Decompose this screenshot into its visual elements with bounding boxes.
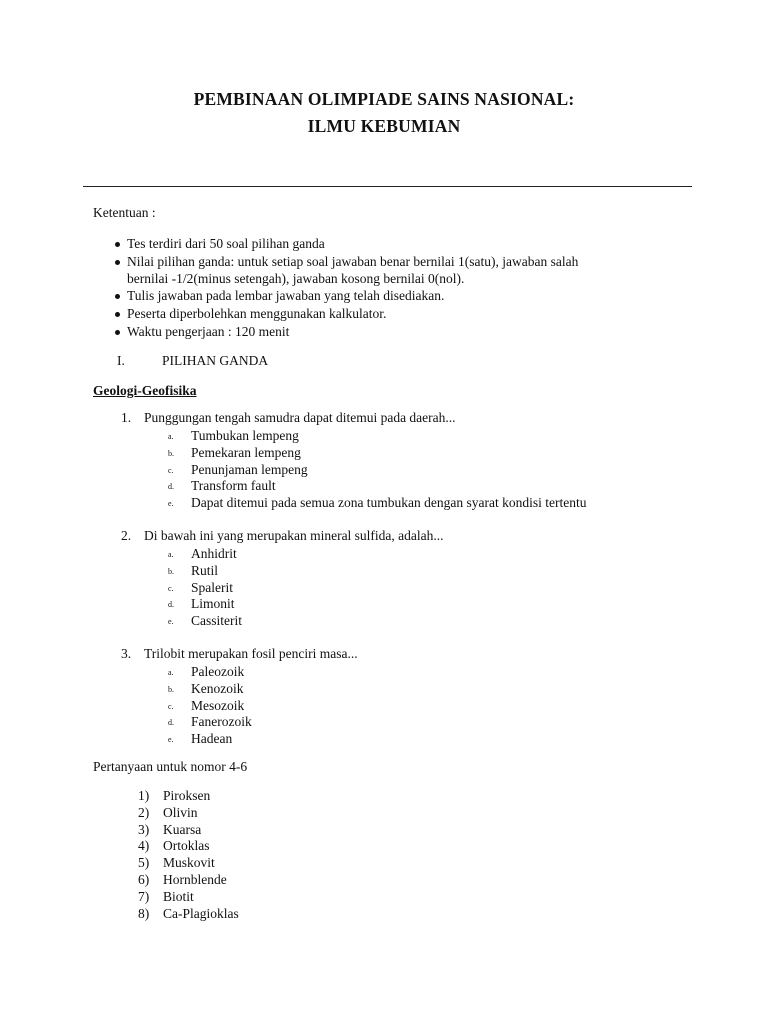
question-text: Punggungan tengah samudra dapat ditemui pada daerah... — [144, 410, 456, 425]
option-letter: a. — [168, 668, 174, 677]
rule-text: Tulis jawaban pada lembar jawaban yang telah disediakan. — [127, 288, 445, 303]
option-text: Limonit — [191, 596, 235, 612]
bullet-icon — [115, 330, 120, 335]
document-title: PEMBINAAN OLIMPIADE SAINS NASIONAL: — [193, 89, 575, 109]
bullet-icon — [115, 312, 120, 317]
option-text: Fanerozoik — [191, 714, 252, 730]
option-letter: e. — [168, 617, 174, 627]
option-letter: d. — [168, 482, 174, 492]
bullet-icon — [115, 294, 120, 299]
mineral-number: 8) — [138, 905, 150, 921]
option-text: Paleozoik — [191, 664, 245, 679]
document-subtitle: ILMU KEBUMIAN — [307, 116, 461, 136]
mineral-name: Olivin — [163, 804, 198, 820]
option-text: Cassiterit — [191, 613, 242, 629]
rule-text: bernilai -1/2(minus setengah), jawaban kosong bernilai 0(nol). — [127, 271, 465, 286]
option-letter: e. — [168, 499, 174, 509]
option-letter: b. — [168, 566, 174, 576]
option-letter: b. — [168, 448, 174, 458]
option-letter: c. — [168, 583, 174, 593]
option-text: Dapat ditemui pada semua zona tumbukan dengan syarat kondisi tertentu — [191, 495, 587, 511]
option-letter: d. — [168, 600, 174, 610]
option-letter: c. — [168, 701, 174, 711]
mineral-name: Biotit — [163, 888, 194, 904]
question-number: 1. — [121, 410, 132, 425]
option-letter: a. — [168, 432, 174, 441]
mineral-number: 3) — [138, 821, 150, 837]
section-title: PILIHAN GANDA — [162, 353, 269, 368]
option-letter: c. — [168, 465, 174, 475]
rules-heading: Ketentuan : — [93, 205, 156, 220]
option-letter: a. — [168, 550, 174, 559]
subsection-heading: Geologi-Geofisika — [93, 383, 197, 398]
mineral-number: 7) — [138, 888, 150, 904]
bullet-icon — [115, 260, 120, 265]
option-text: Rutil — [191, 562, 219, 578]
mineral-number: 4) — [138, 838, 150, 854]
option-text: Anhidrit — [191, 546, 237, 561]
option-letter: e. — [168, 735, 174, 745]
mineral-name: Muskovit — [163, 855, 215, 871]
mineral-name: Kuarsa — [163, 821, 202, 837]
question-text: Di bawah ini yang merupakan mineral sulfida, adalah... — [144, 528, 444, 543]
question-number: 3. — [121, 646, 132, 661]
option-text: Kenozoik — [191, 680, 244, 696]
rule-text: Peserta diperbolehkan menggunakan kalkulator. — [127, 306, 387, 321]
question-number: 2. — [121, 528, 132, 543]
rule-text: Nilai pilihan ganda: untuk setiap soal jawaban benar bernilai 1(satu), jawaban salah — [127, 254, 579, 269]
mineral-number: 2) — [138, 804, 150, 820]
option-letter: d. — [168, 718, 174, 728]
option-text: Hadean — [191, 731, 233, 747]
group-question-intro: Pertanyaan untuk nomor 4-6 — [93, 759, 248, 774]
option-text: Mesozoik — [191, 697, 245, 713]
option-text: Transform fault — [191, 478, 276, 494]
rule-text: Waktu pengerjaan : 120 menit — [127, 324, 290, 339]
mineral-number: 5) — [138, 855, 150, 871]
mineral-name: Piroksen — [163, 788, 211, 803]
option-text: Pemekaran lempeng — [191, 444, 301, 460]
section-number: I. — [117, 353, 125, 368]
option-text: Spalerit — [191, 579, 233, 595]
question-text: Trilobit merupakan fosil penciri masa... — [144, 646, 358, 661]
mineral-name: Hornblende — [163, 872, 227, 887]
option-letter: b. — [168, 684, 174, 694]
mineral-name: Ortoklas — [163, 838, 210, 854]
mineral-name: Ca-Plagioklas — [163, 905, 239, 921]
rule-text: Tes terdiri dari 50 soal pilihan ganda — [127, 236, 325, 251]
option-text: Tumbukan lempeng — [191, 428, 299, 443]
bullet-icon — [115, 242, 120, 247]
option-text: Penunjaman lempeng — [191, 461, 308, 477]
mineral-number: 1) — [138, 788, 150, 803]
mineral-number: 6) — [138, 872, 150, 887]
title-divider — [83, 186, 692, 187]
